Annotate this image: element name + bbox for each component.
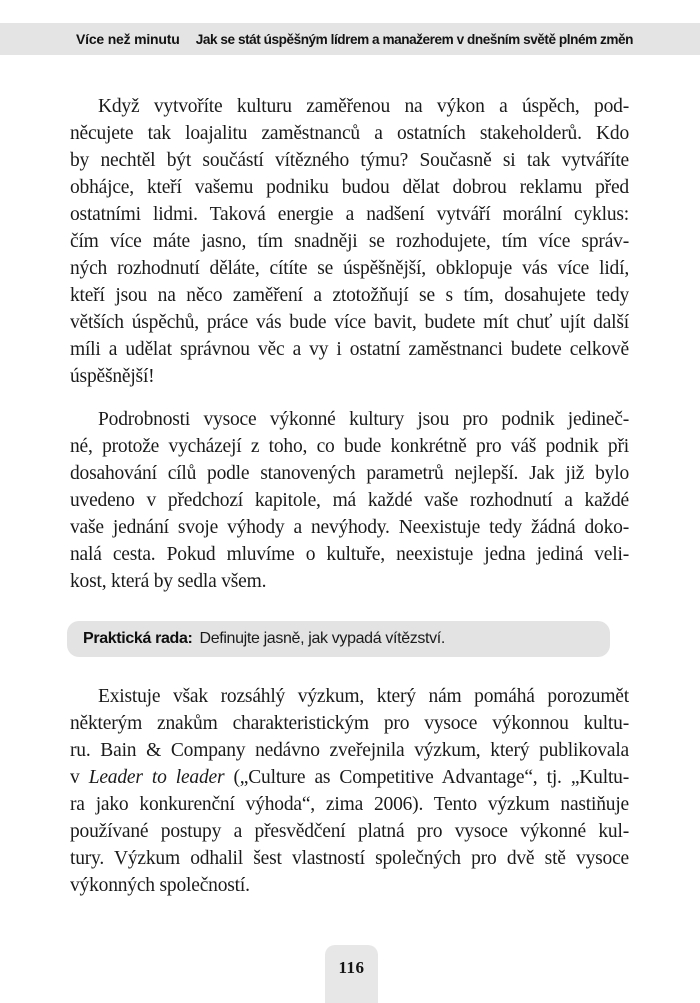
paragraph-1 (70, 93, 629, 390)
text-line: něcujete tak loajalitu zaměstnanců a ostatních stakeholderů. Kdo (70, 123, 629, 144)
page-number: 116 (338, 958, 365, 977)
text-line: tury. Výzkum odhalil šest vlastností společných pro dvě stě vysoce (70, 848, 629, 869)
paragraph-2 (70, 406, 629, 595)
paragraph-3 (70, 683, 629, 899)
page-number-tab (325, 945, 378, 1003)
text-line: ostatními lidmi. Taková energie a nadšení vytváří morální cyklus: (70, 204, 629, 225)
text-segment: v (70, 767, 89, 788)
header-section-title: Více než minutu (76, 31, 180, 47)
text-line: používané postupy a přesvědčení platná pro vysoce výkonné kul- (70, 821, 629, 842)
text-line: ra jako konkurenční výhoda“, zima 2006). Tento výzkum nastiňuje (70, 794, 629, 815)
text-line: kteří jsou na něco zaměření a ztotožňují se s tím, dosahujete tedy (70, 285, 629, 306)
text-line: uvedeno v předchozí kapitole, má každé vaše rozhodnutí a každé (70, 490, 629, 511)
text-line: míli a udělat správnou věc a vy i ostatní zaměstnanci budete celkově (70, 339, 629, 360)
text-line: Podrobnosti vysoce výkonné kultury jsou pro podnik jedineč- (98, 409, 629, 430)
text-line: dosahování cílů podle stanovených parametrů nejlepší. Jak již bylo (70, 463, 629, 484)
text-segment-italic: Leader to leader (88, 767, 225, 788)
text-segment: („Culture as Competitive Advantage“, tj. „Kultu- (224, 767, 629, 788)
page-header-band (0, 23, 700, 55)
header-book-title: Jak se stát úspěšným lídrem a manažerem v dnešním světě plném změn (195, 31, 633, 47)
practical-tip-box (67, 621, 610, 657)
tip-label: Praktická rada: (83, 630, 193, 647)
tip-text: Definujte jasně, jak vypadá vítězství. (199, 630, 445, 647)
text-line: některým znakům charakteristickým pro vysoce výkonnou kultu- (70, 713, 629, 734)
text-line: kost, která by sedla všem. (70, 571, 267, 592)
text-line: čím více máte jasno, tím snadněji se rozhodujete, tím více správ- (70, 231, 629, 252)
text-line (70, 764, 629, 791)
text-line: obhájce, kteří vašemu podniku budou dělat dobrou reklamu před (70, 177, 629, 198)
text-line: Když vytvoříte kulturu zaměřenou na výkon a úspěch, pod- (98, 96, 629, 117)
text-line: by nechtěl být součástí vítězného týmu? Současně si tak vytváříte (70, 150, 629, 171)
text-line: ru. Bain & Company nedávno zveřejnila výzkum, který publikovala (70, 740, 629, 761)
text-line: výkonných společností. (70, 875, 250, 896)
text-line: vaše jednání svoje výhody a nevýhody. Neexistuje tedy žádná doko- (70, 517, 629, 538)
text-line: Existuje však rozsáhlý výzkum, který nám pomáhá porozumět (98, 686, 629, 707)
text-line: nalá cesta. Pokud mluvíme o kultuře, neexistuje jedna jediná veli- (70, 544, 629, 565)
text-line: né, protože vycházejí z toho, co bude konkrétně pro váš podnik při (70, 436, 629, 457)
text-line: úspěšnější! (70, 366, 155, 387)
text-line: větších úspěchů, práce vás bude více bavit, budete mít chuť ujít další (70, 312, 629, 333)
text-line: ných rozhodnutí děláte, cítíte se úspěšnější, obklopuje vás více lidí, (70, 258, 629, 279)
